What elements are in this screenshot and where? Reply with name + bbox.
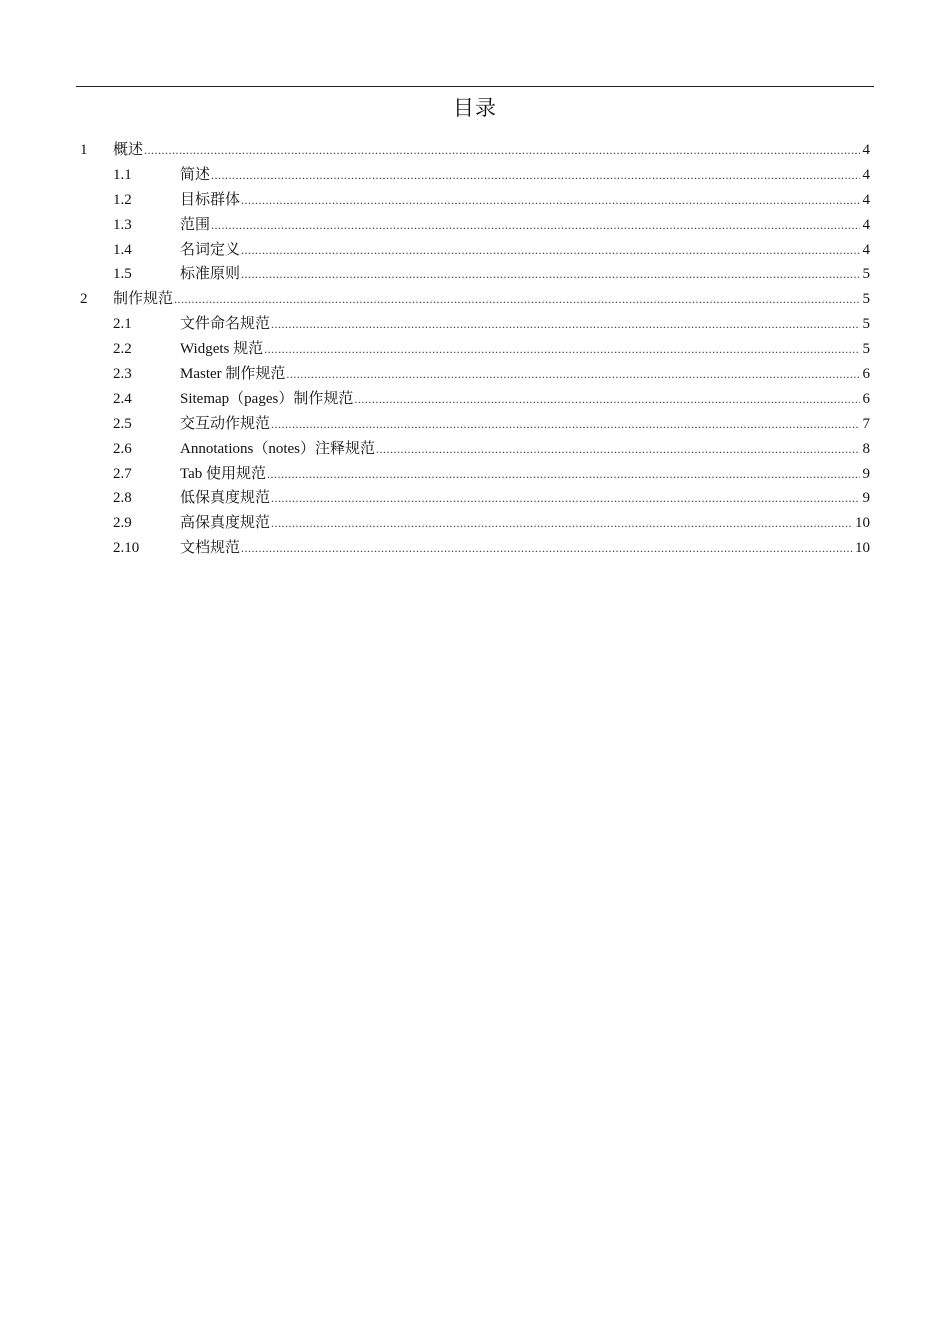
- toc-entry-page: 4: [862, 241, 870, 258]
- table-of-contents: [0, 138, 950, 561]
- toc-entry[interactable]: [0, 188, 950, 213]
- toc-entry-page: 7: [862, 415, 870, 432]
- toc-dot-leader: [271, 312, 860, 337]
- toc-entry[interactable]: [0, 462, 950, 487]
- toc-entry-page: 6: [862, 390, 870, 407]
- toc-entry[interactable]: [0, 337, 950, 362]
- toc-entry-number: 1.2: [113, 191, 132, 208]
- toc-entry-title: Tab 使用规范: [180, 465, 267, 482]
- toc-entry-page: 9: [862, 465, 870, 482]
- toc-entry-title: 文档规范: [180, 540, 241, 557]
- toc-entry[interactable]: [0, 213, 950, 238]
- toc-dot-leader: [144, 138, 860, 163]
- toc-entry-number: 1.5: [113, 266, 132, 283]
- toc-entry-number: 2: [80, 291, 88, 308]
- toc-entry-title: Annotations（notes）注释规范: [180, 440, 375, 457]
- toc-entry[interactable]: [0, 312, 950, 337]
- toc-dot-leader: [354, 387, 860, 412]
- toc-dot-leader: [271, 511, 853, 536]
- toc-entry[interactable]: [0, 437, 950, 462]
- toc-entry-page: 4: [862, 166, 870, 183]
- toc-entry-title: 简述: [180, 166, 211, 183]
- toc-entry[interactable]: [0, 287, 950, 312]
- toc-entry[interactable]: [0, 511, 950, 536]
- toc-dot-leader: [271, 412, 860, 437]
- toc-entry-title: 概述: [113, 142, 144, 158]
- toc-entry-page: 4: [862, 191, 870, 208]
- toc-entry-title: 交互动作规范: [180, 415, 271, 432]
- toc-entry-title: 标准原则: [180, 266, 241, 283]
- toc-entry[interactable]: [0, 262, 950, 287]
- toc-dot-leader: [376, 437, 860, 462]
- toc-entry-number: 2.8: [113, 490, 132, 507]
- toc-dot-leader: [211, 213, 860, 238]
- toc-entry-page: 9: [862, 490, 870, 507]
- toc-entry[interactable]: [0, 412, 950, 437]
- toc-entry-page: 4: [862, 216, 870, 233]
- toc-dot-leader: [211, 163, 860, 188]
- toc-entry-number: 2.4: [113, 390, 132, 407]
- toc-dot-leader: [271, 486, 860, 511]
- toc-entry-number: 2.9: [113, 515, 132, 532]
- toc-dot-leader: [267, 462, 860, 487]
- toc-entry-number: 1: [80, 142, 88, 158]
- toc-entry-page: 5: [862, 266, 870, 283]
- toc-entry-title: 目标群体: [180, 191, 241, 208]
- toc-entry-title: Widgets 规范: [180, 341, 264, 358]
- toc-entry[interactable]: [0, 536, 950, 561]
- toc-entry-title: Master 制作规范: [180, 366, 286, 383]
- toc-entry-title: Sitemap（pages）制作规范: [180, 390, 354, 407]
- toc-entry-page: 6: [862, 366, 870, 383]
- toc-entry-number: 1.4: [113, 241, 132, 258]
- toc-dot-leader: [286, 362, 860, 387]
- toc-entry-page: 10: [855, 540, 870, 557]
- toc-entry-title: 高保真度规范: [180, 515, 271, 532]
- toc-entry-page: 4: [862, 142, 870, 158]
- toc-entry-number: 2.5: [113, 415, 132, 432]
- toc-entry[interactable]: [0, 163, 950, 188]
- toc-dot-leader: [174, 287, 860, 312]
- toc-entry-number: 2.7: [113, 465, 132, 482]
- toc-entry-number: 2.2: [113, 341, 132, 358]
- toc-entry[interactable]: [0, 387, 950, 412]
- toc-entry-title: 文件命名规范: [180, 316, 271, 333]
- toc-title: 目录: [453, 96, 497, 120]
- toc-dot-leader: [241, 262, 860, 287]
- toc-entry[interactable]: [0, 238, 950, 263]
- toc-entry-number: 2.3: [113, 366, 132, 383]
- toc-entry-title: 名词定义: [180, 241, 241, 258]
- toc-entry-page: 5: [862, 291, 870, 308]
- toc-entry-title: 范围: [180, 216, 211, 233]
- toc-dot-leader: [241, 536, 853, 561]
- toc-entry-page: 8: [862, 440, 870, 457]
- toc-entry-number: 2.6: [113, 440, 132, 457]
- toc-entry-number: 1.3: [113, 216, 132, 233]
- toc-dot-leader: [241, 188, 860, 213]
- toc-entry-title: 制作规范: [113, 291, 174, 308]
- toc-entry-number: 2.10: [113, 540, 140, 557]
- toc-dot-leader: [264, 337, 860, 362]
- toc-entry-number: 1.1: [113, 166, 132, 183]
- toc-entry[interactable]: [0, 486, 950, 511]
- toc-entry-number: 2.1: [113, 316, 132, 333]
- header-rule: [76, 86, 874, 87]
- toc-entry-page: 5: [862, 316, 870, 333]
- toc-entry-title: 低保真度规范: [180, 490, 271, 507]
- toc-dot-leader: [241, 238, 860, 263]
- toc-entry-page: 10: [855, 515, 870, 532]
- toc-entry[interactable]: [0, 138, 950, 163]
- toc-entry-page: 5: [862, 341, 870, 358]
- toc-entry[interactable]: [0, 362, 950, 387]
